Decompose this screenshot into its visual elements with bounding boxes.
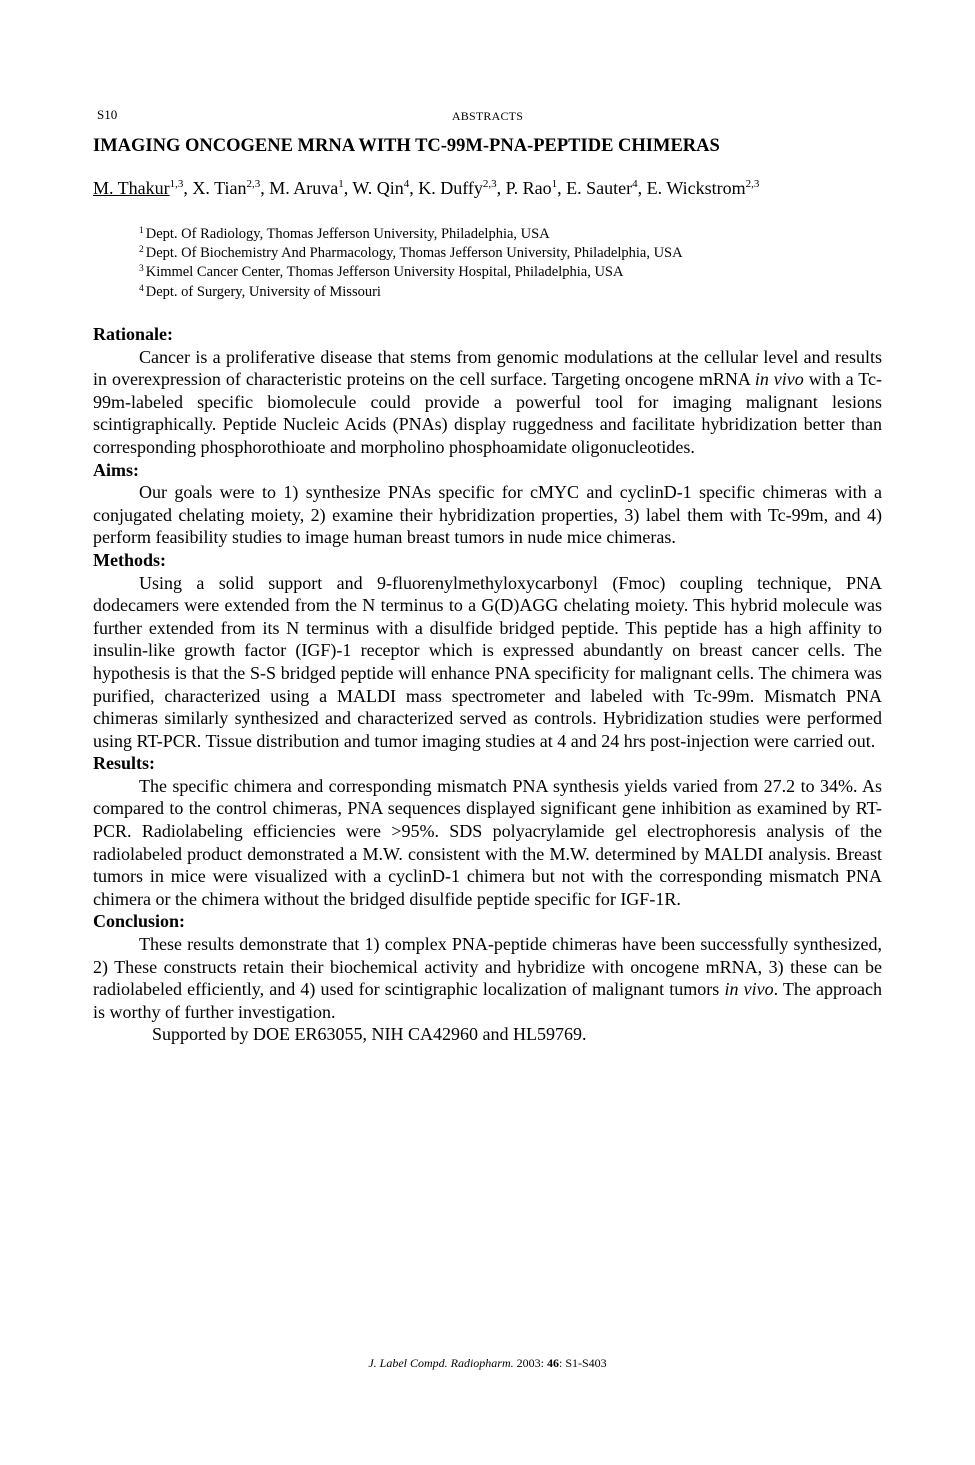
author-sep: , (343, 178, 353, 198)
affiliation-number: 1 (139, 226, 144, 236)
affiliation-text: Kimmel Cancer Center, Thomas Jefferson University Hospital, Philadelphia, USA (145, 264, 624, 281)
conclusion-heading: Conclusion: (93, 911, 186, 932)
author-name: W. Qin (352, 178, 404, 198)
author-affil-sup: 1 (551, 178, 558, 190)
author-sep: , (409, 178, 419, 198)
author-list (93, 178, 759, 199)
affiliation-text: Dept. Of Biochemistry And Pharmacology, Thomas Jefferson University, Philadelphia, USA (145, 245, 683, 262)
abstract-body (93, 323, 882, 1046)
author-name: M. Aruva (269, 178, 339, 198)
journal-volume: 46 (547, 1356, 559, 1370)
rationale-italic: in vivo (754, 369, 804, 390)
running-head: ABSTRACTS (451, 109, 524, 123)
affiliation-line (139, 244, 683, 263)
conclusion-paragraph (93, 933, 882, 1023)
author-sep: , (637, 178, 647, 198)
aims-heading: Aims: (93, 459, 139, 480)
affiliation-line (139, 225, 683, 244)
author-affil-sup: 1,3 (169, 178, 184, 190)
results-paragraph: The specific chimera and corresponding mismatch PNA synthesis yields varied from 27.2 to 34%. As compared to the control chimeras, PNA sequences displayed significant gene inhibition as examined by RT-PCR. Radiolabeling efficiencies were >95%. SDS polyacrylamide gel electrophoresis analysis of the radiolabeled product demonstrated a M.W. consistent with the M.W. determined by MALDI analysis. Breast tumors in mice were visualized with a cyclinD-1 chimera but not with the corresponding mismatch PNA chimera or the chimera without the bridged disulfide peptide specific for IGF-1R. (93, 775, 882, 909)
methods-heading: Methods: (93, 549, 166, 570)
affiliation-number: 3 (139, 264, 144, 275)
affiliation-text: Dept. of Surgery, University of Missouri (145, 283, 381, 300)
author-name: P. Rao (505, 178, 552, 198)
affiliations (139, 225, 683, 302)
author-sep: , (496, 178, 506, 198)
funding-statement: Supported by DOE ER63055, NIH CA42960 and HL59769. (152, 1024, 587, 1045)
affiliation-number: 2 (139, 245, 144, 256)
author-name: E. Wickstrom (646, 178, 746, 198)
author-name: K. Duffy (418, 178, 483, 198)
author-affil-sup: 2,3 (745, 178, 760, 190)
page-number: S10 (97, 107, 118, 122)
results-heading: Results: (93, 753, 155, 774)
author-sep: , (183, 178, 193, 198)
aims-paragraph: Our goals were to 1) synthesize PNAs specific for cMYC and cyclinD-1 specific chimeras with a conjugated chelating moiety, 2) examine their hybridization properties, 3) label them with Tc-99m, and 4) perform feasibility studies to image human breast tumors in nude mice chimeras. (93, 482, 882, 548)
conclusion-text: These results demonstrate that 1) complex PNA-peptide chimeras have been successfully synthesized, 2) These constructs retain their biochemical activity and hybridize with oncogene mRNA, 3) these can be radiolabeled efficiently, and 4) used for scintigraphic localization of malignant tumors (93, 934, 882, 1000)
author-sep: , (260, 178, 270, 198)
author-name: X. Tian (192, 178, 247, 198)
author-affil-sup: 4 (403, 178, 410, 190)
methods-paragraph: Using a solid support and 9-fluorenylmethyloxycarbonyl (Fmoc) coupling technique, PNA dodecamers were extended from the N terminus to a G(D)AGG chelating moiety. This hybrid molecule was further extended from its N terminus with a disulfide bridged peptide. This peptide has a high affinity to insulin-like growth factor (IGF)-1 receptor which is expressed abundantly on breast cancer cells. The hypothesis is that the S-S bridged peptide will enhance PNA specificity for malignant cells. The chimera was purified, characterized using a MALDI mass spectrometer and labeled with Tc-99m. Mismatch PNA chimeras similarly synthesized and characterized served as controls. Hybridization studies were performed using RT-PCR. Tissue distribution and tumor imaging studies at 4 and 24 hrs post-injection were carried out. (93, 572, 882, 751)
author-affil-sup: 2,3 (246, 178, 261, 190)
journal-pages: : S1-S403 (559, 1356, 607, 1370)
affiliation-number: 4 (139, 283, 144, 294)
author-name: M. Thakur (93, 178, 170, 198)
affiliation-text: Dept. Of Radiology, Thomas Jefferson University, Philadelphia, USA (145, 226, 550, 242)
abstract-title: IMAGING ONCOGENE MRNA WITH TC-99M-PNA-PEPTIDE CHIMERAS (93, 136, 720, 156)
rationale-text-cont: with a Tc-99m-labeled specific biomolecule could provide a powerful tool for imaging malignant lesions scintigraphically. Peptide Nucleic Acids (PNAs) display ruggedness and facilitate hybridization better than corresponding phosphorothioate and morpholino phosphoamidate oligonucleotides. (93, 369, 882, 457)
affiliation-line (139, 283, 683, 302)
rationale-paragraph (93, 346, 882, 459)
conclusion-text-cont: . The approach is worthy of further investigation. (93, 979, 883, 1022)
rationale-text: Cancer is a proliferative disease that stems from genomic modulations at the cellular level and results in overexpression of characteristic proteins on the cell surface. Targeting oncogene mRNA (93, 346, 882, 390)
author-name: E. Sauter (566, 178, 633, 198)
author-affil-sup: 2,3 (482, 178, 497, 190)
journal-footer (0, 1356, 975, 1371)
journal-name: J. Label Compd. Radiopharm. (368, 1356, 514, 1370)
conclusion-italic: in vivo (724, 979, 774, 1000)
author-sep: , (557, 178, 567, 198)
author-affil-sup: 4 (632, 178, 638, 190)
rationale-heading: Rationale: (93, 324, 173, 344)
journal-year: 2003: (513, 1356, 547, 1370)
affiliation-line (139, 263, 683, 282)
author-affil-sup: 1 (338, 178, 344, 190)
